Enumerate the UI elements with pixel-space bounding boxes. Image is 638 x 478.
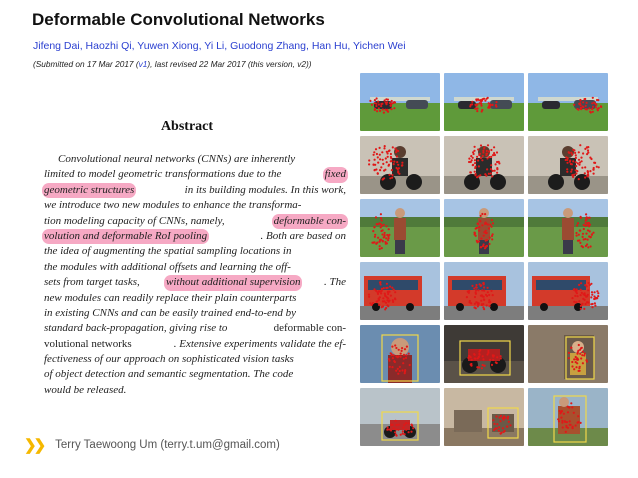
abstract-text-run: would be released.: [44, 383, 127, 396]
figure-thumbnail: [360, 73, 440, 131]
abstract-line: [44, 167, 346, 182]
abstract-text-run: . The: [323, 276, 346, 289]
thumbnail-scene: [444, 262, 524, 320]
abstract-line: [44, 291, 346, 306]
abstract-text-run: sets from target tasks,: [44, 276, 143, 289]
abstract-text-run: tion modeling capacity of CNNs, namely,: [44, 214, 228, 227]
abstract-line: [44, 352, 346, 367]
footer-author: Terry Taewoong Um (terry.t.um@gmail.com): [55, 439, 280, 451]
thumbnail-scene: [360, 199, 440, 257]
abstract-line: [44, 214, 346, 229]
figure-thumbnail: [360, 262, 440, 320]
submission-suffix: ), last revised 22 Mar 2017 (this version, v2)): [147, 59, 312, 69]
thumbnail-scene: [360, 388, 440, 446]
thumbnail-scene: [528, 262, 608, 320]
abstract-text-run: . Both are based on: [260, 229, 346, 242]
abstract-line: [44, 244, 346, 259]
figure-thumbnail: [360, 388, 440, 446]
figure-thumbnail: [444, 325, 524, 383]
abstract-text-run: the idea of augmenting the spatial sampling locations in: [44, 245, 292, 258]
abstract-line: [44, 152, 346, 167]
abstract-line: [44, 321, 346, 336]
abstract-text: [44, 152, 346, 398]
highlighted-phrase: fixed: [323, 167, 348, 182]
abstract-text-run: fectiveness of our approach on sophisticated vision tasks: [44, 353, 294, 366]
figure-thumbnail: [444, 262, 524, 320]
thumbnail-scene: [360, 262, 440, 320]
abstract-line: [44, 183, 346, 198]
figure-thumbnail: [444, 388, 524, 446]
figure-thumbnail: [528, 325, 608, 383]
paper-authors[interactable]: Jifeng Dai, Haozhi Qi, Yuwen Xiong, Yi Li, Guodong Zhang, Han Hu, Yichen Wei: [33, 40, 406, 52]
figure-panel: [350, 70, 612, 446]
thumbnail-scene: [444, 136, 524, 194]
thumbnail-scene: [528, 388, 608, 446]
abstract-text-run: deformable con-: [273, 322, 346, 335]
figure-thumbnail: [528, 199, 608, 257]
thumbnail-scene: [528, 136, 608, 194]
abstract-text-run: standard back-propagation, giving rise to: [44, 322, 231, 335]
abstract-line: [44, 367, 346, 382]
thumbnail-scene: [360, 73, 440, 131]
figure-thumbnail: [360, 199, 440, 257]
submission-history: [33, 59, 312, 69]
figure-thumbnail: [528, 136, 608, 194]
figure-thumbnail: [528, 262, 608, 320]
highlighted-phrase: without additional supervision: [164, 275, 302, 290]
thumbnail-scene: [360, 325, 440, 383]
figure-thumbnail: [444, 73, 524, 131]
footer: [24, 436, 280, 454]
abstract-text-run: Convolutional neural networks (CNNs) are inherently: [58, 153, 296, 165]
thumbnail-scene: [444, 73, 524, 131]
abstract-line: [44, 198, 346, 213]
figure-thumbnail: [360, 136, 440, 194]
figure-thumbnail: [528, 73, 608, 131]
abstract-line: [44, 229, 346, 244]
thumbnail-scene: [528, 73, 608, 131]
figure-thumbnail: [444, 199, 524, 257]
abstract-text-run: . Extensive experiments validate the ef-: [173, 337, 346, 350]
double-chevron-icon: ❯❯: [24, 437, 44, 454]
abstract-line: [44, 383, 346, 398]
abstract-text-run: limited to model geometric transformations due to the: [44, 168, 285, 181]
abstract-line: [44, 337, 346, 352]
thumbnail-scene: [444, 325, 524, 383]
figure-thumbnail: [528, 388, 608, 446]
figure-thumbnail: [360, 325, 440, 383]
abstract-heading: Abstract: [160, 119, 214, 134]
abstract-text-run: we introduce two new modules to enhance the transforma-: [44, 199, 302, 212]
submission-prefix: (Submitted on 17 Mar 2017 (: [33, 59, 139, 69]
thumbnail-scene: [360, 136, 440, 194]
paper-title: Deformable Convolutional Networks: [32, 10, 325, 29]
abstract-line: [44, 306, 346, 321]
thumbnail-scene: [444, 199, 524, 257]
abstract-text-run: new modules can readily replace their plain counterparts: [44, 291, 297, 304]
abstract-line: [44, 260, 346, 275]
thumbnail-scene: [528, 325, 608, 383]
abstract-text-run: in existing CNNs and can be easily trained end-to-end by: [44, 306, 297, 319]
highlighted-phrase: deformable con-: [272, 214, 348, 229]
thumbnail-scene: [528, 199, 608, 257]
thumbnail-scene: [444, 388, 524, 446]
figure-thumbnail: [444, 136, 524, 194]
abstract-text-run: in its building modules. In this work,: [181, 183, 346, 196]
abstract-text-run: volutional networks: [44, 337, 132, 350]
abstract-text-run: the modules with additional offsets and learning the off-: [44, 260, 291, 273]
highlighted-phrase: geometric structures: [42, 183, 136, 198]
abstract-line: [44, 275, 346, 290]
abstract-text-run: of object detection and semantic segmentation. The code: [44, 368, 294, 381]
version-link[interactable]: v1: [138, 59, 148, 69]
highlighted-phrase: volution and deformable RoI pooling: [42, 229, 209, 244]
